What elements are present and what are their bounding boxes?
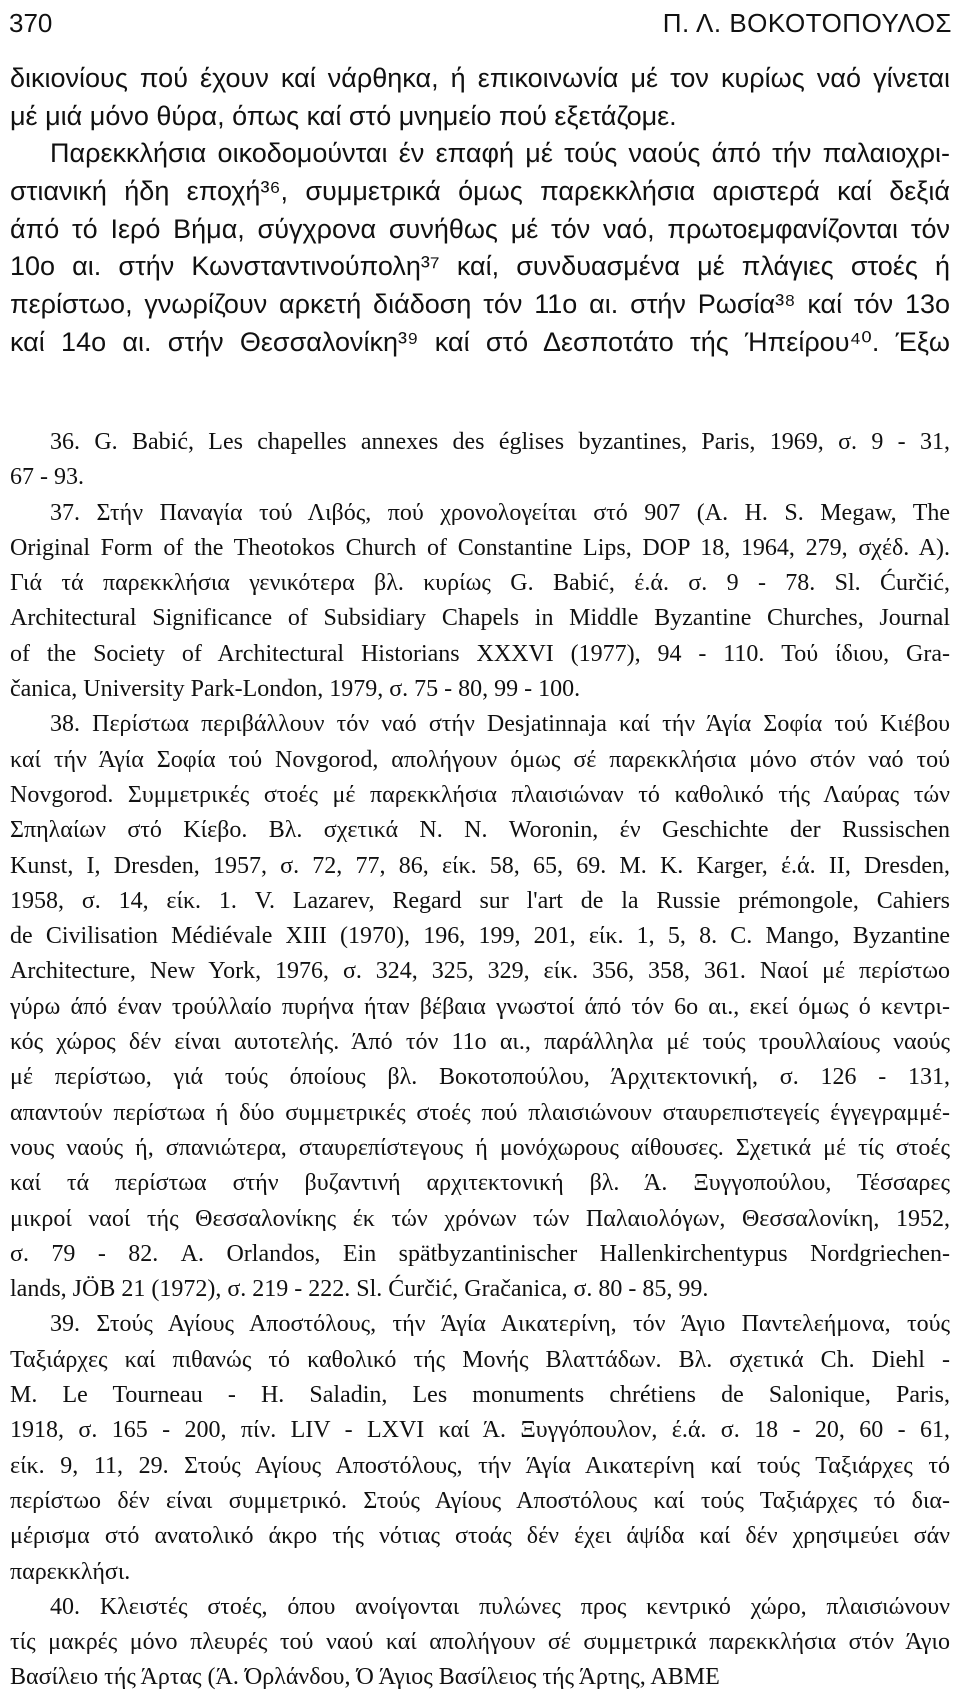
body-line: 10ο αι. στήν Κωνσταντινούπολη³⁷ καί, συνδυασμένα μέ πλάγιες στοές ή — [10, 251, 950, 282]
footnote-line: de Civilisation Médiévale XIII (1970), 196, 199, 201, είκ. 1, 5, 8. C. Mango, Byzantine — [10, 923, 950, 950]
page-header — [0, 8, 960, 44]
body-line: στιανική ήδη εποχή³⁶, συμμετρικά όμως παρεκκλήσια αριστερά καί δεξιά — [10, 176, 950, 207]
running-head: Π. Λ. ΒΟΚΟΤΟΠΟΥΛΟΣ — [662, 8, 952, 38]
footnote-line: μικροί ναοί τής Θεσσαλονίκης έκ τών χρόνων τών Παλαιολόγων, Θεσσαλονίκη, 1952, — [10, 1205, 950, 1232]
footnote-line: νους ναούς ή, σπανιώτερα, σταυρεπίστεγους ή μονόχωρους αίθουσες. Σχετικά μέ τίς στοές — [10, 1134, 950, 1161]
footnote-line: Architecture, New York, 1976, σ. 324, 325, 329, είκ. 356, 358, 361. Ναοί μέ περίστωο — [10, 958, 950, 985]
footnote-line: καί τά περίστωα στήν βυζαντινή αρχιτεκτονική βλ. Ά. Ξυγγοπούλου, Τέσσαρες — [10, 1170, 950, 1197]
footnote-line: M. Le Tourneau - H. Saladin, Les monuments chrétiens de Salonique, Paris, — [10, 1382, 950, 1409]
footnote-line: Γιά τά παρεκκλήσια γενικότερα βλ. κυρίως G. Babić, έ.ά. σ. 9 - 78. Sl. Ćurčić, — [10, 570, 950, 597]
body-line: καί 14ο αι. στήν Θεσσαλονίκη³⁹ καί στό Δεσποτάτο τής Ήπείρου⁴⁰. Έξω — [10, 326, 950, 357]
footnote-line: čanica, University Park-London, 1979, σ. 75 - 80, 99 - 100. — [10, 676, 581, 703]
footnote-line: Original Form of the Theotokos Church of Constantine Lips, DOP 18, 1964, 279, σχέδ. Α). — [10, 534, 950, 561]
footnote-line: Βασίλειο τής Άρτας (Ά. Όρλάνδου, Ό Άγιος Βασίλειος τής Άρτης, ΑΒΜΕ — [10, 1664, 720, 1691]
footnote-line: Σπηλαίων στό Κίεβο. Βλ. σχετικά Ν. Ν. Woronin, έν Geschichte der Russischen — [10, 817, 950, 844]
footnote-line: γύρω άπό έναν τρούλλαίο πυρήνα ήταν βέβαια γνωστοί άπό τόν 6ο αι., εκεί όμως ό κεντρι- — [10, 993, 950, 1020]
footnote-line: 39. Στούς Αγίους Αποστόλους, τήν Άγία Αικατερίνη, τόν Άγιο Παντελεήμονα, τούς — [50, 1311, 950, 1338]
body-line: Παρεκκλήσια οικοδομούνται έν επαφή μέ τούς ναούς άπό τήν παλαιοχρι- — [50, 138, 950, 169]
footnote-line: περίστωο δέν είναι συμμετρικό. Στούς Αγίους Αποστόλους καί τούς Ταξιάρχες τό δια- — [10, 1487, 950, 1514]
footnote-line: 37. Στήν Παναγία τού Λιβός, πού χρονολογείται στό 907 (Α. Η. S. Megaw, The — [50, 499, 950, 526]
footnote-line: μέρισμα στό ανατολικό άκρο τής νότιας στοάς δέν έχει άψίδα καί δέν χρησιμεύει σάν — [10, 1523, 950, 1550]
footnote-line: απαντούν περίστωα ή δύο συμμετρικές στοές πού πλαισιώνουν σταυρεπιστεγείς έγγεγραμμέ- — [10, 1099, 950, 1126]
footnotes — [10, 425, 950, 1696]
footnote-line: of the Society of Architectural Historians XXXVI (1977), 94 - 110. Τού ίδιου, Gra- — [10, 640, 950, 667]
body-line: περίστωο, γνωρίζουν αρκετή διάδοση τόν 11ο αι. στήν Ρωσία³⁸ καί τόν 13ο — [10, 289, 950, 320]
footnote-line: Ταξιάρχες καί πιθανώς τό καθολικό τής Μονής Βλαττάδων. Βλ. σχετικά Ch. Diehl - — [10, 1346, 950, 1373]
page-number: 370 — [9, 8, 53, 38]
footnote-line: σ. 79 - 82. A. Orlandos, Ein spätbyzantinischer Hallenkirchentypus Nordgriechen- — [10, 1240, 950, 1267]
footnote-line: κός χώρος δέν είναι αυτοτελής. Άπό τόν 11ο αι., παράλληλα μέ τούς τρουλλαίους ναούς — [10, 1029, 950, 1056]
footnote-line: 36. G. Babić, Les chapelles annexes des églises byzantines, Paris, 1969, σ. 9 - 31, — [50, 429, 950, 455]
footnote-line: 1918, σ. 165 - 200, πίν. LIV - LXVI καί Ά. Ξυγγόπουλον, έ.ά. σ. 18 - 20, 60 - 61, — [10, 1417, 950, 1444]
body-line: δικιονίους πού έχουν καί νάρθηκα, ή επικοινωνία μέ τον κυρίως ναό γίνεται — [10, 63, 950, 93]
footnote-line: είκ. 9, 11, 29. Στούς Αγίους Αποστόλους, τήν Άγία Αικατερίνη καί τούς Ταξιάρχες τό — [10, 1452, 950, 1479]
footnote-line: 40. Κλειστές στοές, όπου ανοίγονται πυλώνες προς κεντρικό χώρο, πλαισιώνουν — [50, 1593, 950, 1620]
footnote-line: Architectural Significance of Subsidiary Chapels in Middle Byzantine Churches, Journal — [10, 605, 950, 632]
footnote-line: τίς μακρές μόνο πλευρές τού ναού καί απολήγουν σέ συμμετρικά παρεκκλήσια στόν Άγιο — [10, 1629, 950, 1656]
footnote-line: Novgorod. Συμμετρικές στοές μέ παρεκκλήσια πλαισιώναν τό καθολικό τής Λαύρας τών — [10, 781, 950, 808]
body-line: άπό τό Ιερό Βήμα, σύγχρονα συνήθως μέ τόν ναό, πρωτοεμφανίζονται τόν — [10, 213, 950, 244]
main-text — [10, 60, 950, 362]
footnote-line: μέ περίστωο, γιά τούς όποίους βλ. Βοκοτοπούλου, Άρχιτεκτονική, σ. 126 - 131, — [10, 1064, 950, 1091]
footnote-line: παρεκκλήσι. — [10, 1558, 131, 1585]
footnote-line: 1958, σ. 14, είκ. 1. V. Lazarev, Regard sur l'art de la Russie prémongole, Cahiers — [10, 887, 950, 914]
footnote-line: lands, JÖB 21 (1972), σ. 219 - 222. Sl. Ćurčić, Gračanica, σ. 80 - 85, 99. — [10, 1276, 709, 1303]
footnote-line: Kunst, I, Dresden, 1957, σ. 72, 77, 86, είκ. 58, 65, 69. M. K. Karger, έ.ά. II, Dresden, — [10, 852, 950, 879]
footnote-line: 67 - 93. — [10, 464, 84, 491]
body-line: μέ μιά μόνο θύρα, όπως καί στό μνημείο πού εξετάζομε. — [10, 100, 677, 131]
footnote-line: 38. Περίστωα περιβάλλουν τόν ναό στήν Desjatinnaja καί τήν Άγία Σοφία τού Κιέβου — [50, 711, 950, 738]
footnote-line: καί τήν Άγία Σοφία τού Novgorod, απολήγουν όμως σέ παρεκκλήσια μόνο στόν ναό τού — [10, 746, 950, 773]
